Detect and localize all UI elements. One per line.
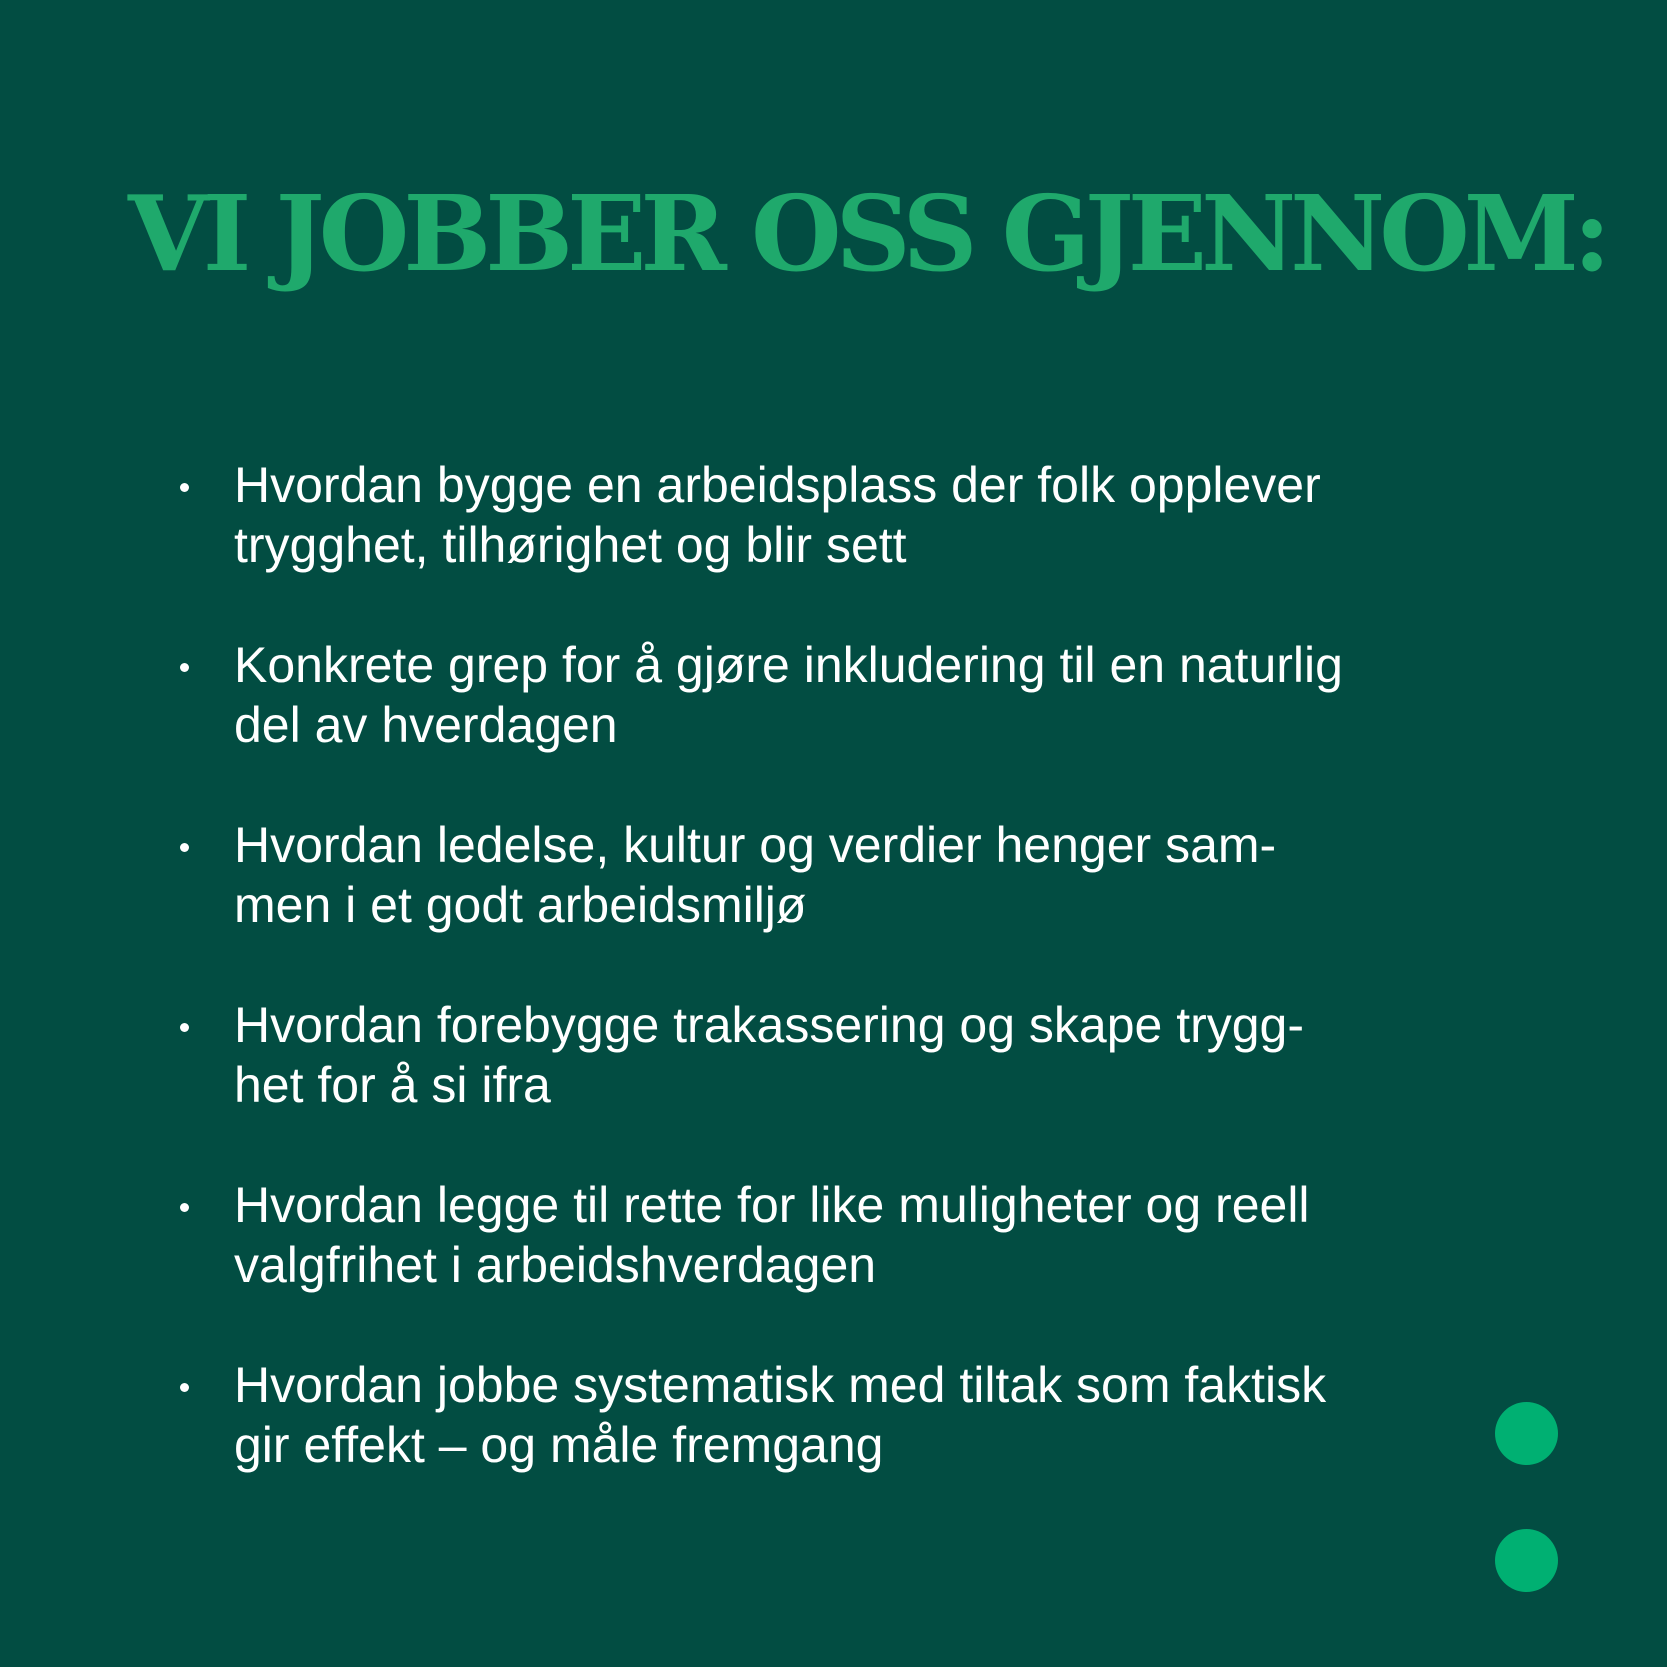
bullet-dot-icon [180,1203,189,1212]
decorative-dot-icon [1495,1402,1558,1465]
decorative-dot-icon [1495,1529,1558,1592]
bullet-text: Hvordan bygge en arbeidsplass der folk opplever trygghet, tilhørighet og blir sett [234,457,1321,573]
bullet-item [180,1175,1490,1295]
bullet-dot-icon [180,663,189,672]
bullet-text: Hvordan ledelse, kultur og verdier henger sam- men i et godt arbeidsmiljø [234,817,1277,933]
bullet-item [180,635,1490,755]
bullet-dot-icon [180,1023,189,1032]
bullet-dot-icon [180,843,189,852]
bullet-dot-icon [180,483,189,492]
bullet-text: Konkrete grep for å gjøre inkludering til en naturlig del av hverdagen [234,637,1343,753]
bullet-item [180,1355,1490,1475]
bullet-item [180,995,1490,1115]
slide-heading: VI JOBBER OSS GJENNOM: [128,172,1606,295]
bullet-text: Hvordan jobbe systematisk med tiltak som faktisk gir effekt – og måle fremgang [234,1357,1327,1473]
bullet-item [180,815,1490,935]
bullet-item [180,455,1490,575]
bullet-dot-icon [180,1383,189,1392]
bullet-text: Hvordan legge til rette for like muligheter og reell valgfrihet i arbeidshverdagen [234,1177,1310,1293]
bullet-text: Hvordan forebygge trakassering og skape trygg- het for å si ifra [234,997,1305,1113]
